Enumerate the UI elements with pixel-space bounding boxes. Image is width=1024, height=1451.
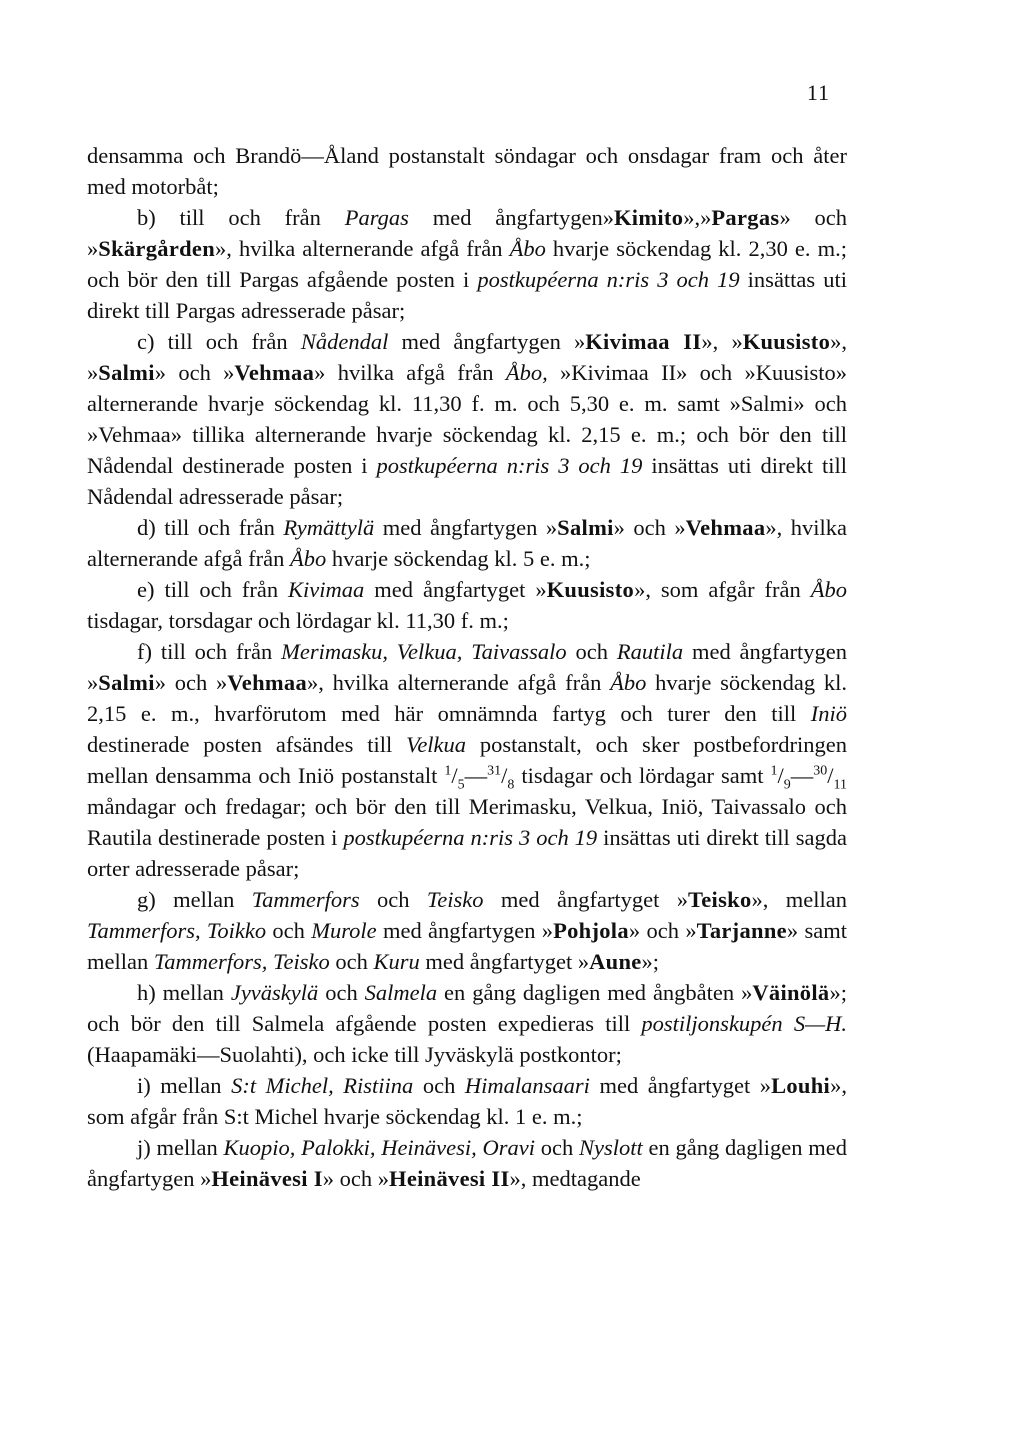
text-run: »; <box>641 949 660 974</box>
text-run: h) mellan <box>137 980 231 1005</box>
text-run: d) till och från <box>137 515 284 540</box>
text-run: j) mellan <box>137 1135 224 1160</box>
ship-name: Aune <box>589 949 642 974</box>
paragraph <box>87 574 847 636</box>
fraction-numerator: 1 <box>770 763 778 779</box>
paragraph <box>87 1070 847 1132</box>
ship-name: Heinävesi I <box>211 1166 323 1191</box>
fraction-denominator: 5 <box>457 777 465 793</box>
text-run: — <box>790 763 814 788</box>
text-run: » och » <box>322 1166 390 1191</box>
italic-text: Kivimaa <box>288 577 365 602</box>
ship-name: Heinävesi II <box>389 1166 510 1191</box>
paragraph <box>87 202 847 326</box>
text-run: / <box>451 763 458 788</box>
italic-text: postiljonskupén S—H. <box>641 1011 847 1036</box>
ship-name: Salmi <box>98 670 155 695</box>
italic-text: Rautila <box>616 639 684 664</box>
body-text <box>87 140 847 1194</box>
italic-text: postkupéerna n:ris 3 och 19 <box>376 453 643 478</box>
text-run: » och » <box>154 360 235 385</box>
ship-name: Salmi <box>557 515 614 540</box>
fraction-numerator: 31 <box>487 763 502 779</box>
text-run: insättas uti direkt till Nådendal adresserade påsar; <box>87 453 848 509</box>
text-run: », hvilka alternerande afgå från <box>307 670 611 695</box>
italic-text: Tammerfors <box>251 887 360 912</box>
text-run: / <box>777 763 784 788</box>
text-run: hvarje söckendag kl. 2,15 e. m., hvarförutom med här omnämnda fartyg och turer den till <box>87 670 847 726</box>
italic-text: postkupéerna n:ris 3 och 19 <box>477 267 740 292</box>
text-run: » samt mellan <box>87 918 847 974</box>
text-run: med ångfartyget » <box>419 949 590 974</box>
text-run: insättas uti direkt till Pargas adresserade påsar; <box>87 267 848 323</box>
ship-name: Pargas <box>711 205 780 230</box>
italic-text: Åbo <box>289 546 327 571</box>
text-run: och <box>413 1073 465 1098</box>
ship-name: Kuusisto <box>546 577 635 602</box>
text-run: », hvilka alternerande afgå från <box>87 515 847 571</box>
text-run: med ångfartyget » <box>364 577 547 602</box>
text-run: », » <box>87 329 847 385</box>
italic-text: Kuopio, Palokki, Heinävesi, Oravi <box>223 1135 536 1160</box>
text-run: (Haapamäki—Suolahti), och icke till Jyväskylä postkontor; <box>87 1042 622 1067</box>
text-run: », mellan <box>751 887 847 912</box>
text-run: », » <box>701 329 743 354</box>
italic-text: Tammerfors, Teisko <box>153 949 330 974</box>
text-run: — <box>464 763 488 788</box>
text-run: insättas uti direkt till sagda orter adresserade påsar; <box>87 825 847 881</box>
text-run: / <box>501 763 508 788</box>
italic-text: Åbo <box>509 236 546 261</box>
ship-name: Salmi <box>98 360 155 385</box>
italic-text: Åbo, <box>505 360 548 385</box>
italic-text: Merimasku, Velkua, Taivassalo <box>281 639 567 664</box>
page-number: 11 <box>806 80 830 105</box>
ship-name: Pohjola <box>553 918 629 943</box>
text-run: med ångfartyget » <box>589 1073 772 1098</box>
italic-text: Jyväskylä <box>230 980 319 1005</box>
text-run: c) till och från <box>137 329 301 354</box>
text-run: densamma och Brandö—Åland postanstalt söndagar och onsdagar fram och åter med motorbåt; <box>87 143 847 199</box>
text-run: » hvilka afgå från <box>314 360 506 385</box>
text-run: »; och bör den till Salmela afgående posten expedieras till <box>87 980 847 1036</box>
paragraph <box>87 884 847 977</box>
text-run: och <box>535 1135 580 1160</box>
text-run: med ångfartygen » <box>87 639 847 695</box>
italic-text: Nådendal <box>300 329 389 354</box>
text-run: en gång dagligen med ångbåten » <box>437 980 753 1005</box>
text-run: »,» <box>683 205 712 230</box>
italic-text: S:t Michel, Ristiina <box>231 1073 414 1098</box>
italic-text: Himalansaari <box>464 1073 590 1098</box>
text-run: och <box>566 639 617 664</box>
italic-text: Nyslott <box>579 1135 643 1160</box>
text-run: med ångfartygen » <box>374 515 558 540</box>
text-run: » och » <box>613 515 686 540</box>
ship-name: Louhi <box>771 1073 831 1098</box>
text-run: och <box>359 887 427 912</box>
italic-text: postkupéerna n:ris 3 och 19 <box>343 825 598 850</box>
italic-text: Åbo <box>810 577 847 602</box>
paragraph <box>87 512 847 574</box>
paragraph <box>87 636 847 884</box>
paragraph <box>87 977 847 1070</box>
fraction-denominator: 9 <box>783 777 791 793</box>
ship-name: Väinölä <box>752 980 830 1005</box>
text-run: hvarje söckendag kl. 2,30 e. m.; och bör den till Pargas afgående posten i <box>87 236 847 292</box>
text-run: med ångfartygen » <box>388 329 586 354</box>
italic-text: Salmela <box>364 980 438 1005</box>
text-run: », hvilka alternerande afgå från <box>215 236 510 261</box>
text-run: postanstalt, och sker postbefordringen mellan densamma och Iniö postanstalt <box>87 732 847 788</box>
text-run: med ångfartygen» <box>408 205 614 230</box>
text-run: i) mellan <box>137 1073 232 1098</box>
italic-text: Kuru <box>373 949 420 974</box>
text-run: f) till och från <box>137 639 282 664</box>
ship-name: Vehmaa <box>685 515 766 540</box>
ship-name: Skärgården <box>98 236 216 261</box>
text-run: hvarje söckendag kl. 5 e. m.; <box>326 546 591 571</box>
text-run: », medtagande <box>509 1166 641 1191</box>
italic-text: Rymättylä <box>283 515 375 540</box>
paragraph <box>87 140 847 202</box>
text-run: »Kivimaa II» och »Kuusisto» alternerande hvarje söckendag kl. 11,30 f. m. och 5,30 e. m. samt »Salmi» och »Vehmaa» tillika alternerande hvarje söckendag kl. 2,15 e. m.; och bör den till Nådendal destinerade posten i <box>87 360 847 478</box>
italic-text: Iniö <box>810 701 847 726</box>
text-run: tisdagar och lördagar samt <box>514 763 771 788</box>
ship-name: Teisko <box>688 887 752 912</box>
text-run: och <box>266 918 312 943</box>
text-run: en gång dagligen med ångfartygen » <box>87 1135 847 1191</box>
text-run: » och » <box>154 670 228 695</box>
text-run: måndagar och fredagar; och bör den till Merimasku, Velkua, Iniö, Taivassalo och Rautila destinerade posten i <box>87 794 847 850</box>
ship-name: Tarjanne <box>696 918 787 943</box>
fraction-numerator: 1 <box>444 763 452 779</box>
text-run: g) mellan <box>137 887 252 912</box>
italic-text: Murole <box>311 918 377 943</box>
text-run: b) till och från <box>137 205 345 230</box>
text-run: med ångfartygen » <box>376 918 554 943</box>
ship-name: Vehmaa <box>234 360 315 385</box>
ship-name: Vehmaa <box>227 670 308 695</box>
ship-name: Kimito <box>613 205 684 230</box>
text-run: » och » <box>628 918 697 943</box>
paragraph <box>87 326 847 512</box>
text-run: », som afgår från S:t Michel hvarje söckendag kl. 1 e. m.; <box>87 1073 847 1129</box>
text-run: tisdagar, torsdagar och lördagar kl. 11,30 f. m.; <box>87 608 509 633</box>
text-run: och <box>318 980 365 1005</box>
italic-text: Tammerfors, Toikko <box>87 918 267 943</box>
italic-text: Pargas <box>344 205 409 230</box>
text-run: med ångfartyget » <box>483 887 689 912</box>
text-run: destinerade posten afsändes till <box>87 732 407 757</box>
italic-text: Velkua <box>406 732 467 757</box>
text-run: » och » <box>87 205 847 261</box>
italic-text: Teisko <box>426 887 484 912</box>
text-run: », som afgår från <box>634 577 811 602</box>
text-run: och <box>329 949 374 974</box>
paragraph <box>87 1132 847 1194</box>
ship-name: Kivimaa II <box>585 329 702 354</box>
text-run: e) till och från <box>137 577 289 602</box>
ship-name: Kuusisto <box>742 329 831 354</box>
italic-text: Åbo <box>610 670 647 695</box>
fraction-denominator: 8 <box>507 777 515 793</box>
text-run: / <box>827 763 834 788</box>
fraction-denominator: 11 <box>833 777 848 793</box>
fraction-numerator: 30 <box>813 763 828 779</box>
